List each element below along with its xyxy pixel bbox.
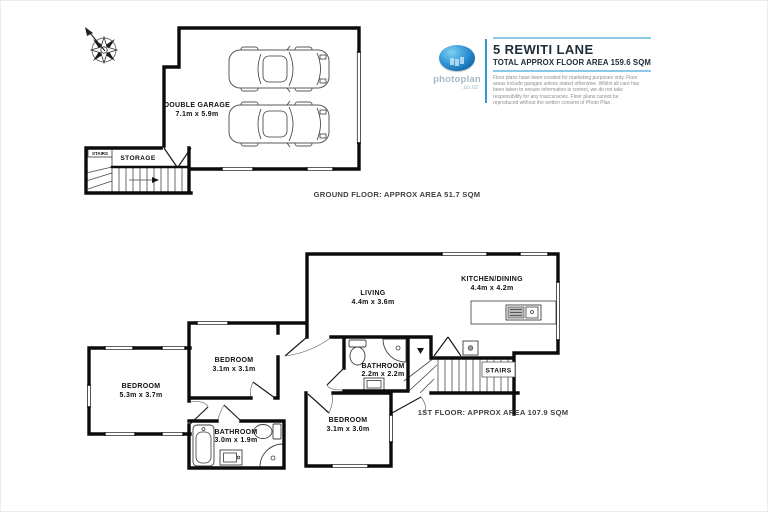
room-label-bathroom-centre: BATHROOM [361, 363, 405, 370]
logo-suffix-text: .co.nz [461, 85, 478, 91]
ground-floor-caption: GROUND FLOOR: APPROX AREA 51.7 SQM [313, 190, 481, 199]
room-dims-living: 4.4m x 3.6m [351, 299, 395, 306]
disclaimer-text [493, 75, 651, 107]
ground-floor-plan [86, 28, 480, 199]
title-block [431, 37, 651, 107]
room-dims-bedroom-left: 5.3m x 3.7m [119, 392, 163, 399]
room-label-bathroom-lower: BATHROOM [214, 429, 258, 436]
title-text-column [493, 37, 651, 107]
total-floor-area: TOTAL APPROX FLOOR AREA 159.6 SQM [493, 58, 651, 67]
bathtub-icon [193, 425, 214, 466]
first-floor-plan [88, 253, 569, 468]
room-dims-bedroom-bottom: 3.1m x 3.0m [326, 426, 370, 433]
room-dims-garage: 7.1m x 5.9m [175, 111, 219, 118]
room-label-stairs-1f: STAIRS [485, 367, 512, 375]
title-mid-rule [493, 70, 651, 72]
room-dims-bathroom-lower: 3.0m x 1.9m [214, 437, 258, 444]
room-label-garage: DOUBLE GARAGE [163, 102, 231, 109]
disclaimer-line: Floor plans have been created for marketing purposes only. Floor [493, 74, 638, 81]
first-floor-caption: 1ST FLOOR: APPROX AREA 107.9 SQM [417, 408, 569, 417]
room-label-bedroom-mid: BEDROOM [214, 357, 254, 364]
room-label-bedroom-bottom: BEDROOM [328, 417, 368, 424]
photoplan-logo-icon [439, 45, 475, 71]
toilet-icon [254, 424, 281, 439]
sink-icon [220, 450, 242, 465]
disclaimer-line: reproduced without the written consent of Photo Plan. [493, 100, 612, 107]
disclaimer-line: been taken to ensure information is correct, we do not take [493, 87, 624, 94]
room-label-bedroom-left: BEDROOM [121, 383, 161, 390]
pantry-fixture [463, 341, 478, 355]
room-label-stairs-gf: STAIRS [92, 151, 108, 156]
shower-icon [383, 339, 406, 362]
room-label-kitchen-dining: KITCHEN/DINING [461, 276, 523, 283]
floor-plan-drawing [1, 1, 768, 512]
title-top-rule [493, 37, 651, 39]
door-swing [164, 148, 191, 167]
car-icon [229, 46, 329, 92]
room-dims-bedroom-mid: 3.1m x 3.1m [212, 366, 256, 373]
kitchen-island [471, 301, 556, 324]
photoplan-logo [431, 37, 483, 107]
disclaimer-line: responsibility for any inaccuracies. Floor plans cannot be [493, 93, 619, 100]
skyline-icon [450, 58, 454, 65]
disclaimer-line: areas include garages unless stated otherwise. Whilst all care has [493, 80, 640, 87]
toilet-icon [349, 340, 366, 365]
compass-icon [85, 27, 117, 63]
shower-icon [260, 444, 283, 467]
room-dims-bathroom-centre: 2.2m x 2.2m [361, 371, 405, 378]
sink-icon [364, 378, 384, 390]
room-label-storage: STORAGE [120, 155, 156, 162]
room-label-living: LIVING [360, 290, 386, 297]
title-separator [485, 39, 487, 103]
logo-brand-text: photoplan [433, 74, 481, 85]
room-dims-kitchen-dining: 4.4m x 4.2m [470, 285, 514, 292]
car-icon [229, 101, 329, 147]
property-address: 5 REWITI LANE [493, 42, 594, 57]
